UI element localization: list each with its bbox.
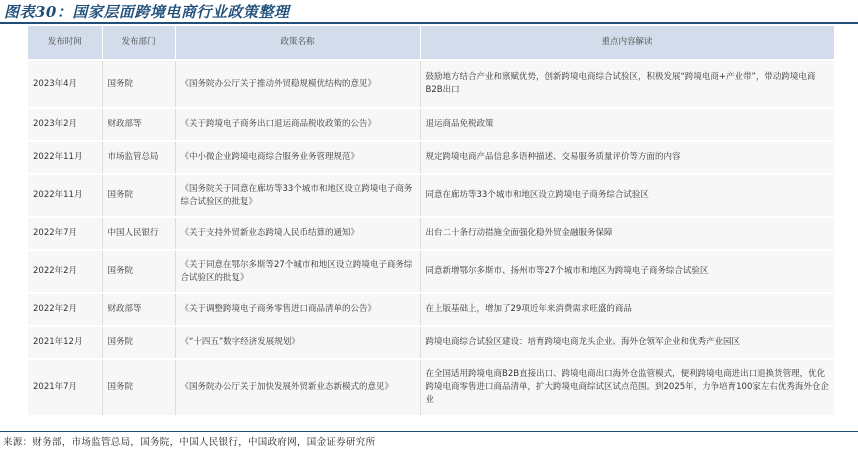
row-policy-name: 《国务院关于同意在廊坊等33个城市和地区设立跨境电子商务综合试验区的批复》 <box>175 174 420 217</box>
row-policy-name: 《“十四五”数字经济发展规划》 <box>175 326 420 359</box>
row-date: 2023年4月 <box>28 60 102 108</box>
row-policy-name: 《关于跨境电子商务出口退运商品税收政策的公告》 <box>175 108 420 141</box>
table-row <box>28 326 834 359</box>
row-department: 国务院 <box>102 359 175 415</box>
row-date: 2022年11月 <box>28 141 102 174</box>
row-date: 2022年2月 <box>28 250 102 293</box>
row-policy-name: 《关于调整跨境电子商务零售进口商品清单的公告》 <box>175 293 420 326</box>
row-key-points: 退运商品免税政策 <box>420 108 834 141</box>
row-key-points: 同意在廊坊等33个城市和地区设立跨境电子商务综合试验区 <box>420 174 834 217</box>
row-key-points: 鼓励地方结合产业和禀赋优势，创新跨境电商综合试验区，积极发展“跨境电商+产业带”，带动跨境电商B2B出口 <box>420 60 834 108</box>
source-note: 来源：财务部，市场监管总局，国务院，中国人民银行，中国政府网，国金证券研究所 <box>3 437 376 448</box>
row-department: 国务院 <box>102 250 175 293</box>
table-row <box>28 359 834 415</box>
row-key-points: 在全国适用跨境电商B2B直接出口、跨境电商出口海外仓监管模式，便利跨境电商进出口退换货管理，优化跨境电商零售进口商品清单，扩大跨境电商综试区试点范围。到2025年，力争培育100家左右优秀海外仓企业 <box>420 359 834 415</box>
row-department: 国务院 <box>102 60 175 108</box>
header-department: 发布部门 <box>102 26 175 60</box>
table-row <box>28 108 834 141</box>
header-key-points: 重点内容解读 <box>420 26 834 60</box>
row-date: 2022年11月 <box>28 174 102 217</box>
header-policy-name: 政策名称 <box>175 26 420 60</box>
table-row <box>28 174 834 217</box>
row-department: 财政部等 <box>102 108 175 141</box>
title-divider <box>0 22 858 24</box>
row-key-points: 在上版基础上，增加了29项近年来消费需求旺盛的商品 <box>420 293 834 326</box>
row-department: 市场监管总局 <box>102 141 175 174</box>
table-row <box>28 141 834 174</box>
row-policy-name: 《国务院办公厅关于推动外贸稳规模优结构的意见》 <box>175 60 420 108</box>
row-key-points: 同意新增鄂尔多斯市、扬州市等27个城市和地区为跨境电子商务综合试验区 <box>420 250 834 293</box>
row-key-points: 出台二十条行动措施全面强化稳外贸金融服务保障 <box>420 217 834 250</box>
row-date: 2023年2月 <box>28 108 102 141</box>
row-policy-name: 《关于支持外贸新业态跨境人民币结算的通知》 <box>175 217 420 250</box>
table-row <box>28 217 834 250</box>
policy-table <box>28 26 835 415</box>
row-policy-name: 《国务院办公厅关于加快发展外贸新业态新模式的意见》 <box>175 359 420 415</box>
row-date: 2021年7月 <box>28 359 102 415</box>
header-row <box>28 26 834 60</box>
table-row <box>28 60 834 108</box>
row-date: 2022年2月 <box>28 293 102 326</box>
row-department: 国务院 <box>102 174 175 217</box>
figure-title: 图表30：国家层面跨境电商行业政策整理 <box>4 3 290 21</box>
row-department: 国务院 <box>102 326 175 359</box>
row-date: 2022年7月 <box>28 217 102 250</box>
table-body <box>28 60 834 415</box>
table-row <box>28 250 834 293</box>
row-department: 财政部等 <box>102 293 175 326</box>
source-divider <box>0 431 858 432</box>
header-date: 发布时间 <box>28 26 102 60</box>
row-key-points: 规定跨境电商产品信息多语种描述、交易服务质量评价等方面的内容 <box>420 141 834 174</box>
table-row <box>28 293 834 326</box>
row-policy-name: 《关于同意在鄂尔多斯等27个城市和地区设立跨境电子商务综合试验区的批复》 <box>175 250 420 293</box>
row-date: 2021年12月 <box>28 326 102 359</box>
row-department: 中国人民银行 <box>102 217 175 250</box>
table-header <box>28 26 834 60</box>
row-policy-name: 《中小微企业跨境电商综合服务业务管理规范》 <box>175 141 420 174</box>
row-key-points: 跨境电商综合试验区建设：培育跨境电商龙头企业、海外仓领军企业和优秀产业园区 <box>420 326 834 359</box>
